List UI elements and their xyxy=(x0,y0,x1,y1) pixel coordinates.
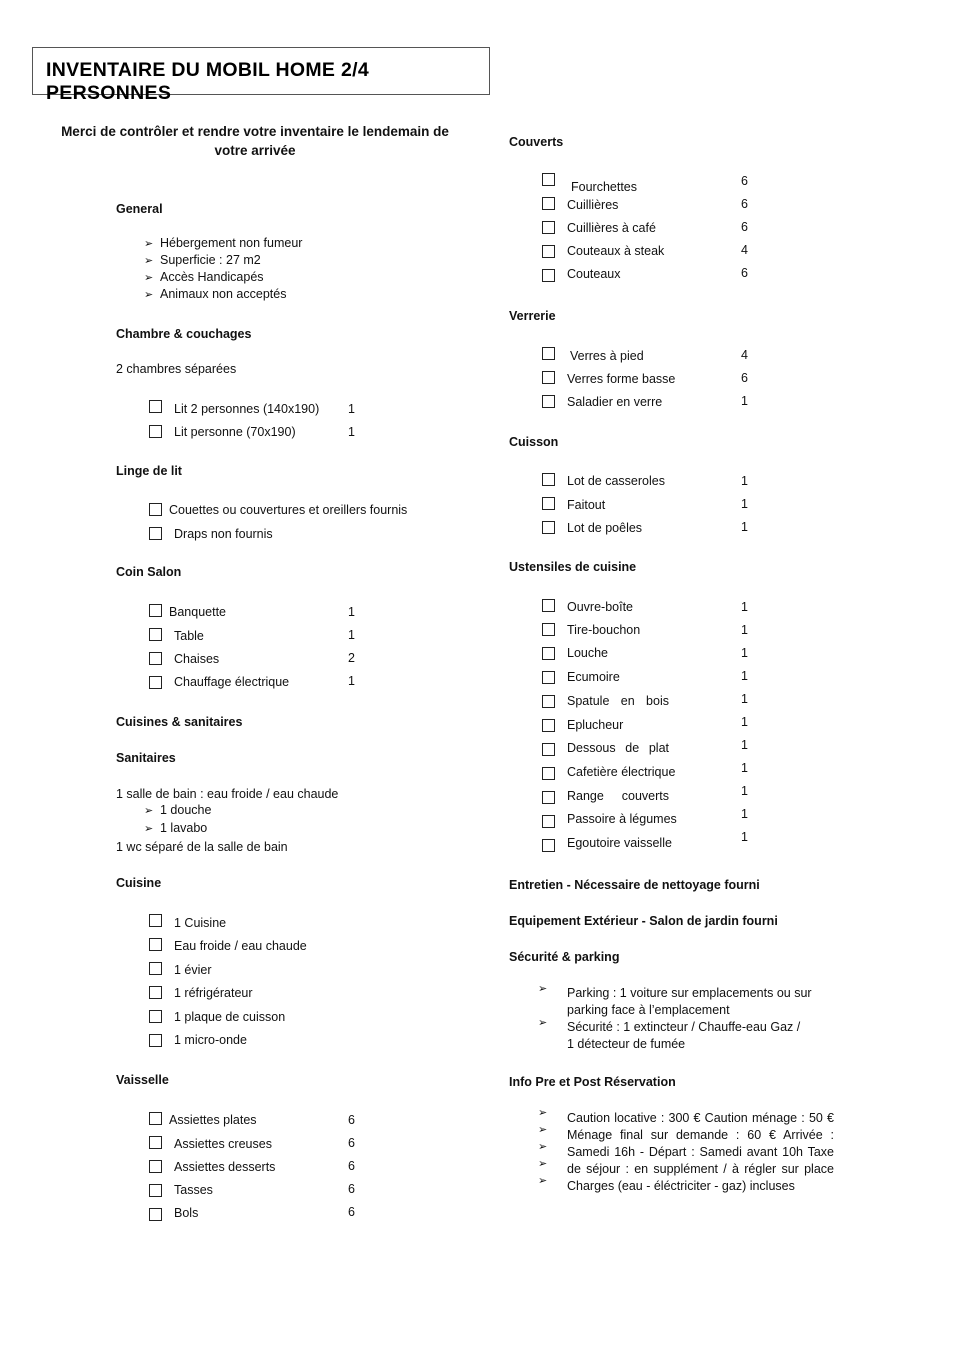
checkbox[interactable] xyxy=(542,197,555,210)
checkbox[interactable] xyxy=(542,623,555,636)
checkbox[interactable] xyxy=(542,671,555,684)
item-label: Couteaux xyxy=(567,267,621,281)
checkbox[interactable] xyxy=(149,425,162,438)
item-label: Table xyxy=(174,629,204,643)
item-label: Faitout xyxy=(567,498,606,512)
item-label: Dessous de plat xyxy=(567,741,669,755)
page-title: INVENTAIRE DU MOBIL HOME 2/4 PERSONNES xyxy=(46,59,369,104)
item-label: Couteaux à steak xyxy=(567,244,665,258)
checkbox[interactable] xyxy=(149,986,162,999)
item-label: Banquette xyxy=(169,605,226,619)
item-label: Assiettes desserts xyxy=(174,1160,276,1174)
intro-text: Merci de contrôler et rendre votre inventaire le lendemain de votre arrivée xyxy=(61,124,449,158)
general-bullet: Superficie : 27 m2 xyxy=(160,253,261,267)
item-label: Cuillières xyxy=(567,198,619,212)
item-label: Verres forme basse xyxy=(567,372,676,386)
item-label: 1 plaque de cuisson xyxy=(174,1010,286,1024)
item-label: Lit personne (70x190) xyxy=(174,425,296,439)
checkbox[interactable] xyxy=(542,173,555,186)
item-qty: 6 xyxy=(741,197,748,211)
sanitaires-line: 1 salle de bain : eau froide / eau chaude xyxy=(116,787,339,801)
bullet-icon: ➢ xyxy=(538,983,548,995)
exterieur-heading: Equipement Extérieur - Salon de jardin fourni xyxy=(509,914,778,928)
item-label: Tasses xyxy=(174,1183,213,1197)
bullet-icon: ➢ xyxy=(144,823,154,835)
general-heading: General xyxy=(116,202,163,216)
item-label: Lot de poêles xyxy=(567,521,643,535)
checkbox[interactable] xyxy=(149,676,162,689)
salon-heading: Coin Salon xyxy=(116,565,182,579)
item-label: Assiettes creuses xyxy=(174,1137,272,1151)
general-bullet: Hébergement non fumeur xyxy=(160,236,303,250)
bullet-icon: ➢ xyxy=(144,238,154,250)
item-qty: 1 xyxy=(741,715,748,729)
item-qty: 1 xyxy=(741,474,748,488)
checkbox[interactable] xyxy=(149,1184,162,1197)
checkbox[interactable] xyxy=(542,221,555,234)
item-label: Passoire à légumes xyxy=(567,812,677,826)
item-label: Cafetière électrique xyxy=(567,765,676,779)
item-label: Verres à pied xyxy=(570,349,644,363)
cuisine-heading: Cuisine xyxy=(116,876,162,890)
checkbox[interactable] xyxy=(542,719,555,732)
item-label: Bols xyxy=(174,1206,199,1220)
checkbox[interactable] xyxy=(542,647,555,660)
bullet-icon: ➢ xyxy=(538,1141,548,1153)
securite-heading: Sécurité & parking xyxy=(509,950,620,964)
checkbox[interactable] xyxy=(542,839,555,852)
item-label: Assiettes plates xyxy=(169,1113,257,1127)
checkbox[interactable] xyxy=(149,1136,162,1149)
item-label: Cuillières à café xyxy=(567,221,656,235)
checkbox[interactable] xyxy=(149,527,162,540)
bullet-icon: ➢ xyxy=(538,1107,548,1119)
checkbox[interactable] xyxy=(542,395,555,408)
checkbox[interactable] xyxy=(542,497,555,510)
bullet-icon: ➢ xyxy=(538,1158,548,1170)
checkbox[interactable] xyxy=(542,767,555,780)
ustensiles-heading: Ustensiles de cuisine xyxy=(509,560,637,574)
item-qty: 1 xyxy=(741,784,748,798)
title-box xyxy=(32,47,490,104)
verrerie-heading: Verrerie xyxy=(509,309,556,323)
couverts-heading: Couverts xyxy=(509,135,564,149)
sanitaires-heading: Sanitaires xyxy=(116,751,176,765)
securite-bullet: Sécurité : 1 extincteur / Chauffe-eau Gaz / 1 détecteur de fumée xyxy=(567,1020,801,1051)
item-qty: 6 xyxy=(348,1182,355,1196)
item-qty: 1 xyxy=(741,761,748,775)
item-label: 1 micro-onde xyxy=(174,1033,247,1047)
chambre-note: 2 chambres séparées xyxy=(116,362,237,376)
checkbox[interactable] xyxy=(542,269,555,282)
checkbox[interactable] xyxy=(149,503,162,516)
checkbox[interactable] xyxy=(149,1160,162,1173)
sanitaires-bullet: 1 lavabo xyxy=(160,821,208,835)
item-qty: 1 xyxy=(348,628,355,642)
item-qty: 6 xyxy=(348,1113,355,1127)
bullet-icon: ➢ xyxy=(144,289,154,301)
chambre-heading: Chambre & couchages xyxy=(116,327,252,341)
item-qty: 1 xyxy=(741,623,748,637)
item-label: Ecumoire xyxy=(567,670,620,684)
item-qty: 1 xyxy=(348,605,355,619)
vaisselle-heading: Vaisselle xyxy=(116,1073,169,1087)
item-label: 1 Cuisine xyxy=(174,916,227,930)
item-label: Lit 2 personnes (140x190) xyxy=(174,402,320,416)
item-label: Louche xyxy=(567,646,609,660)
checkbox[interactable] xyxy=(542,791,555,804)
checkbox[interactable] xyxy=(149,1010,162,1023)
linge-heading: Linge de lit xyxy=(116,464,182,478)
item-qty: 4 xyxy=(741,243,748,257)
item-qty: 4 xyxy=(741,348,748,362)
checkbox[interactable] xyxy=(542,815,555,828)
item-label: Eau froide / eau chaude xyxy=(174,939,307,953)
checkbox[interactable] xyxy=(542,599,555,612)
item-qty: 1 xyxy=(741,520,748,534)
item-qty: 1 xyxy=(741,738,748,752)
item-label: Saladier en verre xyxy=(567,395,663,409)
item-label: Eplucheur xyxy=(567,718,624,732)
item-qty: 1 xyxy=(741,646,748,660)
item-label: Range couverts xyxy=(567,789,669,803)
item-label: Egoutoire vaisselle xyxy=(567,836,672,850)
item-qty: 1 xyxy=(741,692,748,706)
bullet-icon: ➢ xyxy=(538,1175,548,1187)
checkbox[interactable] xyxy=(149,914,162,927)
checkbox[interactable] xyxy=(149,1034,162,1047)
bullet-icon: ➢ xyxy=(538,1124,548,1136)
cuisson-heading: Cuisson xyxy=(509,435,559,449)
item-qty: 6 xyxy=(741,174,748,188)
sanitaires-line: 1 wc séparé de la salle de bain xyxy=(116,840,288,854)
bullet-icon: ➢ xyxy=(144,805,154,817)
general-bullet: Animaux non acceptés xyxy=(160,287,287,301)
item-label: Chauffage électrique xyxy=(174,675,290,689)
item-qty: 6 xyxy=(348,1136,355,1150)
checkbox[interactable] xyxy=(149,962,162,975)
checkbox[interactable] xyxy=(542,371,555,384)
item-qty: 1 xyxy=(741,600,748,614)
entretien-heading: Entretien - Nécessaire de nettoyage fourni xyxy=(509,878,760,892)
general-bullet: Accès Handicapés xyxy=(160,270,264,284)
checkbox[interactable] xyxy=(542,521,555,534)
checkbox[interactable] xyxy=(542,245,555,258)
item-label: Couettes ou couvertures et oreillers fournis xyxy=(169,503,408,517)
item-qty: 1 xyxy=(741,830,748,844)
item-label: Spatule en bois xyxy=(567,694,669,708)
item-label: Lot de casseroles xyxy=(567,474,665,488)
item-qty: 1 xyxy=(741,394,748,408)
securite-bullet: Parking : 1 voiture sur emplacements ou sur parking face à l’emplacement xyxy=(567,986,812,1017)
checkbox[interactable] xyxy=(149,400,162,413)
item-label: 1 réfrigérateur xyxy=(174,986,253,1000)
checkbox[interactable] xyxy=(542,473,555,486)
item-qty: 1 xyxy=(741,807,748,821)
checkbox[interactable] xyxy=(542,695,555,708)
item-qty: 1 xyxy=(348,402,355,416)
item-qty: 6 xyxy=(348,1205,355,1219)
item-qty: 1 xyxy=(741,669,748,683)
item-label: Chaises xyxy=(174,652,220,666)
checkbox[interactable] xyxy=(149,938,162,951)
cuisines-sanitaires-heading: Cuisines & sanitaires xyxy=(116,715,243,729)
checkbox[interactable] xyxy=(542,347,555,360)
checkbox[interactable] xyxy=(149,1208,162,1221)
item-label: Ouvre-boîte xyxy=(567,600,634,614)
bullet-icon: ➢ xyxy=(538,1017,548,1029)
bullet-icon: ➢ xyxy=(144,255,154,267)
checkbox[interactable] xyxy=(149,628,162,641)
item-qty: 6 xyxy=(741,266,748,280)
bullet-icon: ➢ xyxy=(144,272,154,284)
item-qty: 1 xyxy=(741,497,748,511)
checkbox[interactable] xyxy=(149,1112,162,1125)
item-qty: 6 xyxy=(741,220,748,234)
item-label: 1 évier xyxy=(174,963,212,977)
item-qty: 6 xyxy=(741,371,748,385)
checkbox[interactable] xyxy=(149,652,162,665)
item-qty: 2 xyxy=(348,651,355,665)
item-label: Fourchettes xyxy=(571,180,638,194)
checkbox[interactable] xyxy=(542,743,555,756)
item-qty: 6 xyxy=(348,1159,355,1173)
checkbox[interactable] xyxy=(149,604,162,617)
sanitaires-bullet: 1 douche xyxy=(160,803,212,817)
item-label: Draps non fournis xyxy=(174,527,273,541)
info-text: Caution locative : 300 € Caution ménage : 50 € Ménage final sur demande : 60 € Arrivée : Samedi 16h - Départ : Samedi avant 10h Taxe de séjour : en supplément / à régler sur place Charges (eau - éléctriciter - gaz) incluses xyxy=(567,1111,834,1193)
item-qty: 1 xyxy=(348,425,355,439)
item-qty: 1 xyxy=(348,674,355,688)
info-heading: Info Pre et Post Réservation xyxy=(509,1075,676,1089)
item-label: Tire-bouchon xyxy=(567,623,641,637)
